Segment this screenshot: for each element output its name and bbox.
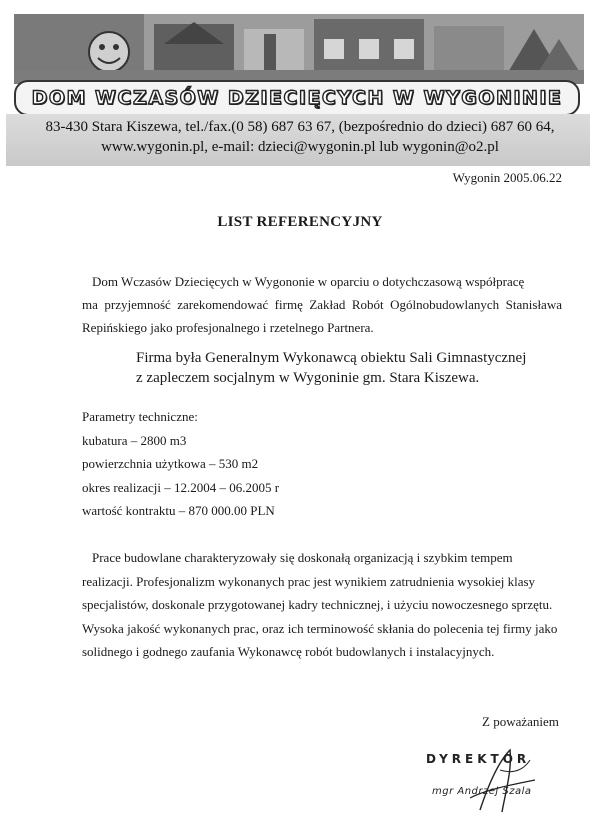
technical-parameters	[82, 405, 279, 523]
letter-heading: LIST REFERENCYJNY	[217, 214, 383, 230]
parameter-item: powierzchnia użytkowa – 530 m2	[82, 456, 259, 471]
letterhead-photo-icon	[14, 14, 584, 84]
letterhead-title-banner	[14, 80, 580, 116]
letterhead-contact-line2: www.wygonin.pl, e-mail: dzieci@wygonin.pl lub wygonin@o2.pl	[101, 139, 499, 155]
paragraph-general-contractor-line2: z zapleczem socjalnym w Wygoninie gm. Stara Kiszewa.	[136, 370, 480, 386]
paragraph-quality-line: solidnego i godnego zaufania Wykonawcę robót budowlanych i instalacyjnych.	[82, 644, 495, 659]
paragraph-general-contractor	[136, 348, 576, 388]
paragraph-quality-line: specjalistów, doskonale przygotowanej kadry technicznej, i użyciu nowoczesnego sprzętu.	[82, 597, 553, 612]
paragraph-quality-line: Prace budowlane charakteryzowały się doskonałą organizacją i szybkim tempem	[92, 550, 513, 565]
parameter-item: kubatura – 2800 m3	[82, 432, 187, 448]
letterhead-title: DOM WCZASÓW DZIECIĘCYCH W WYGONINIE	[31, 87, 563, 109]
technical-parameters-header: Parametry techniczne:	[82, 409, 198, 424]
signature-name: mgr Andrzej Szala	[432, 786, 532, 797]
parameter-item: okres realizacji – 12.2004 – 06.2005 r	[82, 479, 280, 495]
paragraph-general-contractor-line1: Firma była Generalnym Wykonawcą obiektu Sali Gimnastycznej	[136, 350, 527, 366]
letterhead-contact-line1: 83-430 Stara Kiszewa, tel./fax.(0 58) 687 63 67, (bezpośrednio do dzieci) 687 60 64,	[45, 119, 555, 135]
signature-title: DYREKTOR	[426, 752, 531, 766]
letter-closing: Z poważaniem	[482, 714, 559, 729]
paragraph-quality	[82, 546, 562, 664]
paragraph-recommendation	[82, 270, 562, 339]
paragraph-recommendation-rest: ma przyjemność zarekomendować firmę Zakład Robót Ogólnobudowlanych Stanisława Repińskiego jako profesjonalnego i rzetelnego Partnera.	[82, 297, 562, 335]
paragraph-quality-line: realizacji. Profesjonalizm wykonanych prac jest wynikiem zatrudnienia wysokiej klasy	[82, 573, 536, 589]
paragraph-quality-line: Wysoka jakość wykonanych prac, oraz ich terminowość skłania do polecenia tej firmy jako	[82, 620, 558, 636]
letterhead-photo-strip	[14, 14, 584, 84]
letter-date: Wygonin 2005.06.22	[452, 170, 562, 185]
paragraph-recommendation-line1: Dom Wczasów Dziecięcych w Wygononie w oparciu o dotychczasową współpracę	[92, 274, 525, 289]
parameter-item: wartość kontraktu – 870 000.00 PLN	[82, 503, 275, 518]
